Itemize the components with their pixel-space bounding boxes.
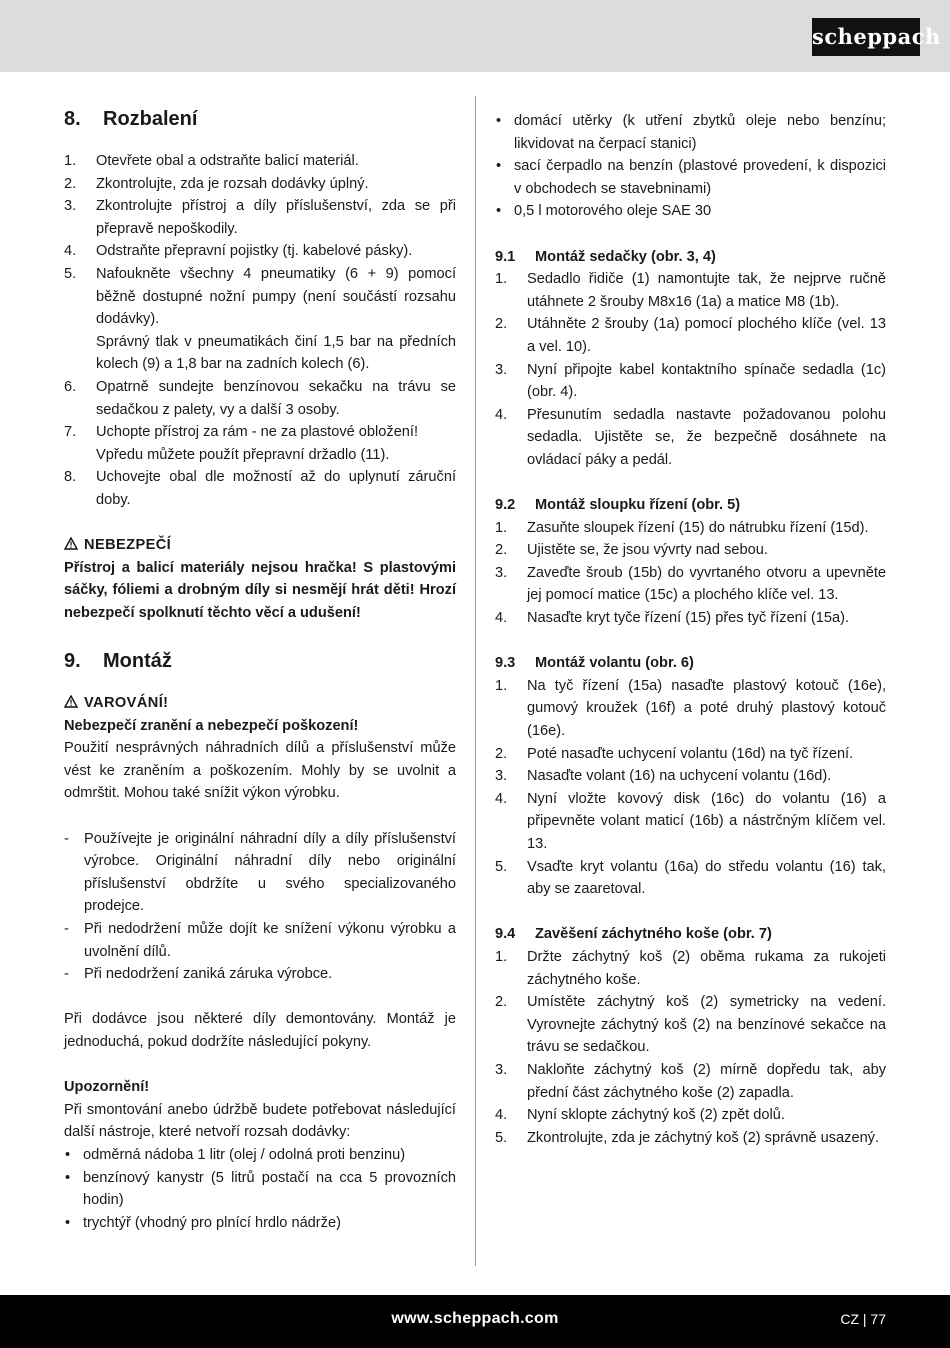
item-number: 4.: [64, 243, 77, 260]
item-number: 7.: [64, 424, 77, 441]
warning-triangle-icon: [64, 695, 78, 708]
list-item: [495, 562, 886, 607]
item-text: Při nedodržení může dojít ke snížení výkonu výrobku a uvolnění dílů.: [84, 921, 456, 960]
page-number: CZ | 77: [840, 1311, 886, 1327]
item-text: Umístěte záchytný koš (2) symetricky na vedení. Vyrovnejte záchytný koš (2) na benzínové sekačce na trávu se sedačkou.: [527, 994, 886, 1056]
item-text: Opatrně sundejte benzínovou sekačku na trávu se sedačkou z palety, vy a další 3 osoby.: [96, 378, 456, 418]
tools-list-continued: [495, 110, 886, 223]
item-text: Utáhněte 2 šrouby (1a) pomocí plochého klíče (vel. 13 a vel. 10).: [527, 316, 886, 355]
list-item: [495, 743, 886, 766]
item-text: Na tyč řízení (15a) nasaďte plastový kotouč (16e), gumový kroužek (16f) a poté druhý plastový kotouč (16e).: [527, 677, 886, 740]
item-text: odměrná nádoba 1 litr (olej / odolná proti benzinu): [83, 1146, 406, 1163]
item-text: sací čerpadlo na benzín (plastové provedení, k dispozici v obchodech se stavebninami): [514, 158, 886, 197]
item-text: Vsaďte kryt volantu (16a) do středu volantu (16) tak, aby se zaaretoval.: [527, 858, 886, 898]
item-text: Přesunutím sedadla nastavte požadovanou polohu sedadla. Ujistěte se, že bezpečně dosáhnete na ovládací páky a pedál.: [527, 406, 886, 468]
item-text: Nakloňte záchytný koš (2) mírně dopředu tak, aby přední část záchytného koše (2) zapadla.: [527, 1061, 886, 1101]
list-item: [495, 1127, 886, 1150]
note-text: Při smontování anebo údržbě budete potřebovat následující další nástroje, které netvoří rozsah dodávky:: [64, 1101, 456, 1141]
item-number: 5.: [495, 858, 508, 875]
scheppach-logo: scheppach: [812, 18, 920, 56]
section-9-1-heading: [495, 246, 886, 269]
list-item: [495, 1059, 886, 1104]
item-text: benzínový kanystr (5 litrů postačí na cca 5 provozních hodin): [83, 1169, 456, 1209]
footer-bar: [0, 1295, 950, 1348]
list-item: [495, 946, 886, 991]
list-item: [64, 195, 456, 240]
list-item: [64, 918, 456, 963]
danger-title: [64, 534, 456, 557]
item-extra-text: Vpředu můžete použít přepravní držadlo (11).: [96, 446, 390, 463]
dash-marker: -: [64, 921, 69, 937]
bullet-marker: •: [65, 1169, 71, 1186]
list-item: [495, 1104, 886, 1127]
item-number: 6.: [64, 378, 77, 395]
item-number: 1.: [495, 677, 508, 694]
section-title: Montáž sloupku řízení (obr. 5): [535, 497, 741, 514]
section-number: 9.1: [495, 248, 516, 265]
section-9-4-heading: [495, 923, 886, 946]
warning-text: Použití nesprávných náhradních dílů a příslušenství může vést ke zraněním a poškozením. Mohly by se uvolnit a odmrštit. Mohou také snížit výkon výrobku.: [64, 740, 456, 802]
section-9-3-heading: [495, 652, 886, 675]
list-item: [495, 675, 886, 743]
item-text: Odstraňte přepravní pojistky (tj. kabelové pásky).: [96, 243, 413, 260]
list-item: [64, 1212, 456, 1235]
item-text: Nyní vložte kovový disk (16c) do volantu (16) a připevněte volant maticí (16b) a nástrčným klíčem vel. 13.: [527, 790, 886, 852]
item-text: Používejte je originální náhradní díly a díly příslušenství výrobce. Originální náhradní díly nebo originální příslušenství obdržíte u svého specializovaného prodejce.: [84, 830, 456, 915]
dash-marker: -: [64, 830, 69, 847]
list-item: [495, 607, 886, 630]
item-text: Zkontrolujte přístroj a díly příslušenství, zda se při přepravě nepoškodily.: [96, 198, 456, 237]
item-number: 5.: [495, 1129, 508, 1146]
danger-text: Přístroj a balicí materiály nejsou hračka! S plastovými sáčky, fóliemi a drobným díly si nesmějí hrát děti! Hrozí nebezpečí spolknutí těchto věcí a udušení!: [64, 559, 456, 621]
list-item: [495, 539, 886, 562]
item-number: 2.: [495, 994, 508, 1011]
item-number: 2.: [495, 745, 508, 762]
item-number: 3.: [495, 361, 508, 378]
list-item: [64, 240, 456, 263]
item-text: 0,5 l motorového oleje SAE 30: [514, 203, 712, 220]
seat-steps: [495, 268, 886, 471]
bullet-marker: •: [65, 1146, 71, 1163]
header-bar: [0, 0, 950, 72]
list-item: [64, 828, 456, 918]
list-item: [64, 1144, 456, 1167]
item-text: Nyní sklopte záchytný koš (2) zpět dolů.: [527, 1107, 785, 1124]
list-item: [495, 404, 886, 472]
list-item: [495, 313, 886, 358]
bullet-marker: •: [496, 203, 502, 220]
bullet-marker: •: [65, 1214, 71, 1231]
item-text: Uchovejte obal dle možností až do uplynutí záruční doby.: [96, 469, 456, 508]
item-text: Otevřete obal a odstraňte balicí materiál.: [96, 153, 359, 169]
item-text: Při nedodržení zaniká záruka výrobce.: [84, 966, 333, 983]
item-number: 4.: [495, 406, 508, 423]
list-item: [495, 991, 886, 1059]
item-text: Nasaďte volant (16) na uchycení volantu (16d).: [527, 768, 832, 785]
left-column: [64, 100, 456, 1234]
section-title: Zavěšení záchytného koše (obr. 7): [535, 926, 772, 943]
item-text: Zaveďte šroub (15b) do vyvrtaného otvoru a upevněte jej pomocí matice (15c) a plochého klíče vel. 13.: [527, 564, 886, 604]
website-link[interactable]: www.scheppach.com: [391, 1310, 559, 1327]
item-number: 1.: [495, 948, 508, 965]
item-number: 4.: [495, 610, 508, 627]
item-number: 4.: [495, 1107, 508, 1124]
item-number: 2.: [495, 542, 508, 559]
item-text: Držte záchytný koš (2) oběma rukama za rukojeti záchytného koše.: [527, 948, 886, 988]
item-extra-text: Správný tlak v pneumatikách činí 1,5 bar na předních kolech (9) a 1,8 bar na zadních kolech (6).: [96, 333, 456, 373]
list-item: [64, 421, 456, 466]
list-item: [495, 268, 886, 313]
list-item: [495, 765, 886, 788]
list-item: [495, 359, 886, 404]
section-number: 8.: [64, 108, 81, 130]
item-text: Ujistěte se, že jsou vývrty nad sebou.: [527, 542, 768, 559]
unpacking-steps: [64, 150, 456, 512]
list-item: [64, 963, 456, 986]
item-number: 3.: [495, 768, 508, 785]
warning-title-text: VAROVÁNÍ!: [84, 695, 169, 712]
dash-marker: -: [64, 966, 69, 983]
item-number: 1.: [64, 153, 77, 169]
section-9-heading: [64, 647, 456, 675]
item-number: 3.: [495, 1061, 508, 1078]
note-title: Upozornění!: [64, 1079, 150, 1096]
list-item: [64, 376, 456, 421]
list-item: [64, 466, 456, 511]
tools-list: [64, 1144, 456, 1234]
warning-triangle-icon: [64, 537, 78, 550]
section-title: Rozbalení: [103, 108, 198, 130]
list-item: [64, 173, 456, 196]
item-number: 3.: [495, 564, 508, 581]
item-text: trychtýř (vhodný pro plnící hrdlo nádrže): [83, 1214, 341, 1231]
item-number: 2.: [495, 316, 508, 333]
steering-wheel-steps: [495, 675, 886, 901]
list-item: [495, 856, 886, 901]
section-number: 9.3: [495, 655, 516, 672]
item-text: domácí utěrky (k utření zbytků oleje nebo benzínu; likvidovat na čerpací stanici): [514, 113, 886, 152]
section-number: 9.4: [495, 926, 516, 943]
section-9-2-heading: [495, 494, 886, 517]
item-number: 5.: [64, 265, 77, 282]
list-item: [64, 150, 456, 173]
list-item: [495, 517, 886, 540]
warning-subtitle: Nebezpečí zranění a nebezpečí poškození!: [64, 717, 359, 734]
item-number: 4.: [495, 790, 508, 807]
item-text: Uchopte přístroj za rám - ne za plastové obložení!: [96, 424, 419, 441]
section-title: Montáž sedačky (obr. 3, 4): [535, 248, 716, 265]
item-text: Nasaďte kryt tyče řízení (15) přes tyč řízení (15a).: [527, 610, 850, 627]
list-item: [495, 200, 886, 223]
section-number: 9.: [64, 650, 81, 673]
list-item: [64, 1167, 456, 1212]
column-divider: [475, 96, 476, 1266]
item-number: 8.: [64, 469, 77, 486]
bullet-marker: •: [496, 113, 502, 129]
grass-catcher-steps: [495, 946, 886, 1149]
list-item: [495, 110, 886, 155]
section-title: Montáž volantu (obr. 6): [535, 655, 694, 672]
steering-column-steps: [495, 517, 886, 630]
item-number: 3.: [64, 198, 77, 215]
item-text: Zkontrolujte, zda je záchytný koš (2) správně usazený.: [527, 1129, 880, 1146]
right-column: [495, 110, 886, 1149]
item-text: Zkontrolujte, zda je rozsah dodávky úplný.: [96, 175, 369, 192]
item-number: 2.: [64, 175, 77, 192]
item-text: Poté nasaďte uchycení volantu (16d) na tyč řízení.: [527, 745, 854, 762]
bullet-marker: •: [496, 158, 502, 175]
warning-title: [64, 692, 456, 715]
item-text: Sedadlo řidiče (1) namontujte tak, že nejprve ručně utáhnete 2 šrouby M8x16 (1a) a matice M8 (1b).: [527, 271, 886, 310]
item-text: Zasuňte sloupek řízení (15) do nátrubku řízení (15d).: [527, 519, 869, 536]
section-8-heading: [64, 105, 456, 133]
list-item: [64, 263, 456, 376]
delivery-text: Při dodávce jsou některé díly demontovány. Montáž je jednoduchá, pokud dodržíte následující pokyny.: [64, 1011, 456, 1050]
list-item: [495, 155, 886, 200]
item-number: 1.: [495, 519, 508, 536]
danger-title-text: NEBEZPEČÍ: [84, 537, 172, 554]
list-item: [495, 788, 886, 856]
item-text: Nyní připojte kabel kontaktního spínače sedadla (1c) (obr. 4).: [527, 361, 886, 401]
item-text: Nafoukněte všechny 4 pneumatiky (6 + 9) pomocí běžně dostupné nožní pumpy (není součástí rozsahu dodávky).: [96, 265, 456, 328]
section-number: 9.2: [495, 497, 516, 514]
parts-advice-list: [64, 828, 456, 986]
section-title: Montáž: [103, 650, 172, 673]
item-number: 1.: [495, 271, 508, 288]
